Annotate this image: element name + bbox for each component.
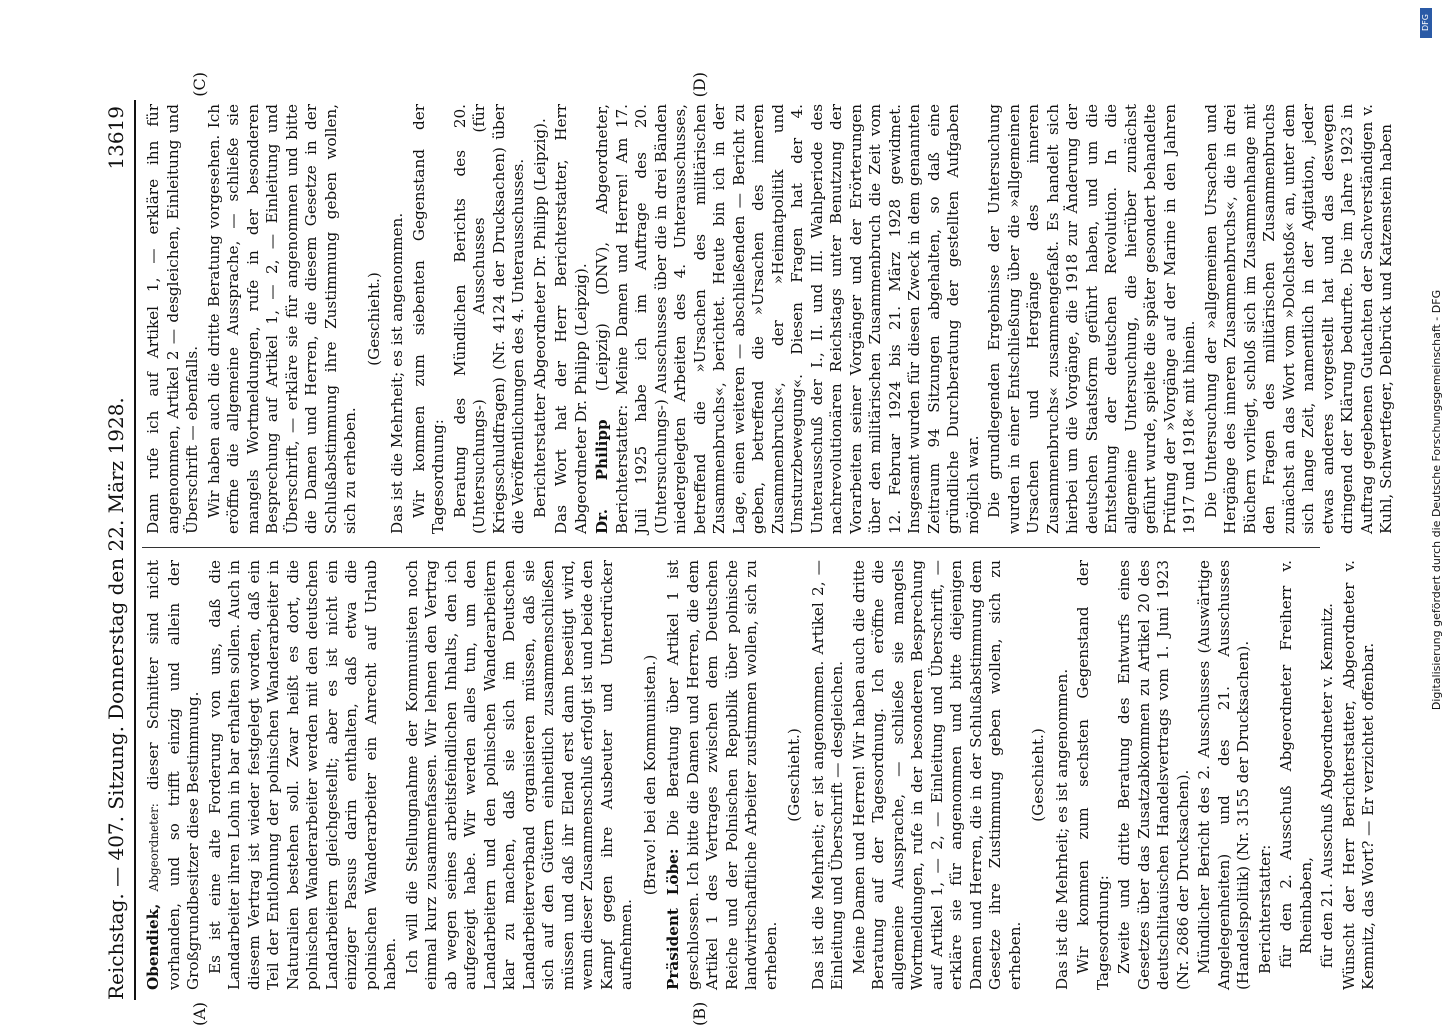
paragraph xyxy=(144,104,203,534)
paragraph-text: Wünscht der Herr Berichterstatter, Abgeordneter v. Kemnitz, das Wort? — Er verzichtet offenbar. xyxy=(1339,560,1377,990)
paragraph-text: Meine Damen und Herren! Wir haben auch die dritte Beratung auf der Tagesordnung. Ich eröffne die allgemeine Aussprache, — schließe sie mangels Wortmeldungen, rufe in der besonderen Besprechung auf Artikel 1, — 2, — Einleitung und Überschrift, — erkläre sie für angenommen und bitte diejenigen Damen und Herren, die in der Schlußabstimmung dem Gesetze ihre Zustimmung geben wollen, sich zu erheben. xyxy=(849,560,1024,990)
margin-mark-d: (D) xyxy=(690,72,709,98)
paragraph-text: Die grundlegenden Ergebnisse der Untersuchung wurden in einer Entschließung über die »allgemeinen Ursachen und Hergänge des inneren Zusammenbruchs« zusammengefaßt. Es handelt sich hierbei um die Vorgänge, die 1918 zur Änderung der deutschen Staatsform geführt haben, und um die Entstehung der deutschen Revolution. In die allgemeine Untersuchung, die hierüber zunächst geführt wurde, spielte die später gesondert behandelte Prüfung der »Vorgänge auf der Marine in den Jahren 1917 und 1918« mit hinein. xyxy=(985,104,1198,534)
paragraph xyxy=(205,104,361,534)
paragraph xyxy=(641,560,661,990)
paragraph-text: Die Beratung über Artikel 1 ist geschlossen. Ich bitte die Damen und Herren, die dem Artikel 1 des Vertrages zwischen dem Deutschen Reiche und der Polnischen Republik über polnische landwirtschaftliche Arbeiter zustimmen wollen, sich zu erheben. xyxy=(664,560,780,990)
right-column xyxy=(144,104,1395,534)
paragraph-text: Das Wort hat der Herr Berichterstatter, Herr Abgeordneter Dr. Philipp (Leipzig). xyxy=(552,104,590,534)
paragraph xyxy=(850,560,1026,990)
paragraph xyxy=(1074,560,1113,990)
paragraph xyxy=(1277,560,1316,968)
paragraph-text: (Geschieht.) xyxy=(364,272,383,366)
paragraph xyxy=(785,560,805,990)
paragraph-text: Die Untersuchung der »allgemeinen Ursachen und Hergänge des inneren Zusammenbruchs«, die in drei Büchern vorliegt, schloß sich im Zusammenhange mit den Fragen des militärischen Zusammenbruchs zunächst an das Wort vom »Dolchstoß« an, unter dem sich lange Zeit, namentlich in der Agitation, jeder etwas anderes vorgestellt hat und das deswegen dringend der Klärung bedurfte. Die im Jahre 1923 in Auftrag gegebenen Gutachten der Sachverständigen v. Kuhl, Schwertfeger, Delbrück und Katzenstein haben xyxy=(1201,104,1395,534)
paragraph-text: (Bravo! bei den Kommunisten.) xyxy=(640,654,659,896)
paragraph-text: Es ist eine alte Forderung von uns, daß die Landarbeiter ihren Lohn in bar erhalten sollen. Auch in diesem Vertrag ist wieder festgelegt worden, daß ein Teil der Entlohnung der polnischen Wanderarbeiter in Naturalien bestehen soll. Zwar heißt es dort, die polnischen Wanderarbeiter werden mit den deutschen Landarbeitern gleichgestellt; aber es ist nicht ein einziger Passus darin enthalten, daß etwa die polnischen Wanderarbeiter ein Anrecht auf Urlaub haben. xyxy=(205,560,399,990)
paragraph-text: Das ist die Mehrheit; es ist angenommen. xyxy=(1052,668,1071,990)
paragraph xyxy=(552,104,591,534)
page-number: 13619 xyxy=(104,106,128,170)
paragraph xyxy=(410,104,449,534)
paragraph xyxy=(1029,560,1049,990)
left-column xyxy=(144,560,1377,990)
paragraph xyxy=(365,104,385,534)
header-left: Reichstag. — 407. Sitzung. xyxy=(104,726,128,1000)
speaker-note: Abgeordneter: xyxy=(147,803,161,904)
paragraph-text: Dann rufe ich auf Artikel 1, — erkläre ihn für angenommen, Artikel 2 — desgleichen, Einleitung und Überschrift — ebenfalls. xyxy=(144,104,201,534)
paragraph-text: (Geschieht.) xyxy=(1029,728,1047,822)
digitization-credit xyxy=(1418,0,1443,1000)
page-header xyxy=(100,100,136,1000)
paragraph-text: Beratung des Mündlichen Berichts des 20. (Untersuchungs-) Ausschusses (für Kriegsschuldfragen) (Nr. 4124 der Drucksachen) über die Veröffentlichungen des 4. Unterausschusses. xyxy=(450,104,527,534)
paragraph xyxy=(451,104,529,534)
digitization-credit-text: Digitalisierung gefördert durch die Deutsche Forschungsgemeinschaft - DFG xyxy=(1430,289,1443,711)
paragraph-text: für den 2. Ausschuß Abgeordneter Freiherr v. Rheinbaben, xyxy=(1277,560,1315,968)
paragraph xyxy=(206,560,401,990)
speaker-name: Präsident Löbe: xyxy=(664,848,682,990)
paragraph-text: Das ist die Mehrheit; es ist angenommen. xyxy=(388,212,406,534)
paragraph xyxy=(144,560,204,990)
paragraph-text: Berichterstatter Abgeordneter Dr. Philipp (Leipzig). xyxy=(530,118,549,518)
paragraph xyxy=(809,560,848,990)
paragraph-text: Zweite und dritte Beratung des Entwurfs eines Gesetzes über das Zusatzabkommen zu Artikel 20 des deutschlitauischen Handelsvertrags vom 1. Juni 1923 (Nr. 2686 der Drucksachen). xyxy=(1115,560,1192,990)
speaker-name: Obendiek, xyxy=(144,903,162,990)
paragraph-text: (Leipzig) (DNV), Abgeordneter, Berichterstatter: Meine Damen und Herren! Am 17. Juli 1925 habe ich im Auftrage des 20. (Untersuchungs-) Ausschusses über die in drei Bänden niedergelegten Arbeiten des 4. Unterausschusses, betreffend die »Ursachen des militärischen Zusammenbruchs«, berichtet. Heute bin ich in der Lage, einen weiteren — abschließenden — Bericht zu geben, betreffend die »Ursachen des inneren Zusammenbruchs«, der »Heimatpolitik und Umsturzbewegung«. Diesen Fragen hat der 4. Unterausschuß der I., II. und III. Wahlperiode des nachrevolutionären Reichstags unter Benutzung der Vorarbeiten seiner Vorgänger und der Erörterungen über den militärischen Zusammenbruch die Zeit vom 12. Februar 1924 bis 21. März 1928 gewidmet. Insgesamt wurden für diesen Zweck in dem genannten Zeitraum 94 Sitzungen abgehalten, so daß eine gründliche Durchberatung der gestellten Aufgaben möglich war. xyxy=(593,104,982,534)
paragraph-text: dieser Schnitter sind nicht vorhanden, und so trifft einzig und allein der Großgrundbesitzer diese Bestimmung. xyxy=(144,560,202,990)
paragraph xyxy=(1195,560,1254,990)
paragraph xyxy=(1256,560,1276,990)
paragraph-text: Ich will die Stellungnahme der Kommunisten noch einmal kurz zusammenfassen. Wir lehnen den Vertrag ab wegen seines arbeitsfeindlichen Inhalts, den ich aufgezeigt habe. Wir werden alles tun, um den Landarbeitern und den polnischen Wanderarbeitern klar zu machen, daß sie sich im Deutschen Landarbeiterverband organisieren müssen, daß sie sich auf den Gütern einheitlich zusammenschließen müssen und daß ihr Elend erst dann beseitigt wird, wenn dieser Zusammenschluß erfolgt ist und beide den Kampf gegen ihre Ausbeuter und Unterdrücker aufnehmen. xyxy=(402,560,635,990)
speaker-name: Dr. Philipp xyxy=(593,419,611,534)
paragraph xyxy=(985,104,1200,534)
paragraph-text: Berichterstatter: xyxy=(1255,844,1274,974)
paragraph-text: Wir kommen zum sechsten Gegenstand der Tagesordnung: xyxy=(1074,560,1112,990)
paragraph-text: für den 21. Ausschuß Abgeordneter v. Kemnitz. xyxy=(1318,603,1336,968)
paragraph xyxy=(1340,560,1379,990)
margin-mark-a: (A) xyxy=(190,1001,209,1026)
paragraph-text: Das ist die Mehrheit; er ist angenommen. Artikel 2, — Einleitung und Überschrift — desgleichen. xyxy=(808,560,846,990)
paragraph xyxy=(1053,560,1073,990)
paragraph-text: (Geschieht.) xyxy=(785,728,803,822)
paragraph xyxy=(1318,560,1338,968)
paragraph xyxy=(531,104,551,534)
paragraph-text: Wir haben auch die dritte Beratung vorgesehen. Ich eröffne die allgemeine Aussprache, — schließe sie mangels Wortmeldungen, rufe in der besonderen Besprechung auf Artikel 1, — 2, — Einleitung und Überschrift, — erkläre sie für angenommen und bitte die Damen und Herren, die diesem Gesetze in der Schlußabstimmung ihre Zustimmung geben wollen, sich zu erheben. xyxy=(204,104,359,534)
paragraph xyxy=(593,104,983,534)
margin-mark-b: (B) xyxy=(690,1001,709,1026)
column-divider xyxy=(142,547,1320,548)
paragraph xyxy=(1202,104,1397,534)
header-date: Donnerstag den 22. März 1928. xyxy=(104,397,128,720)
rotated-document-page xyxy=(100,72,1395,1026)
dfg-logo: DFG xyxy=(1420,8,1432,38)
paragraph xyxy=(664,560,781,990)
paragraph-text: Wir kommen zum siebenten Gegenstand der Tagesordnung: xyxy=(409,104,447,534)
paragraph-text: Mündlicher Bericht des 2. Ausschusses (Auswärtige Angelegenheiten) und des 21. Ausschusses (Handelspolitik) (Nr. 3155 der Drucksachen). xyxy=(1195,560,1252,990)
paragraph xyxy=(1115,560,1193,990)
margin-mark-c: (C) xyxy=(190,72,209,97)
paragraph xyxy=(403,560,637,990)
paragraph xyxy=(388,104,408,534)
